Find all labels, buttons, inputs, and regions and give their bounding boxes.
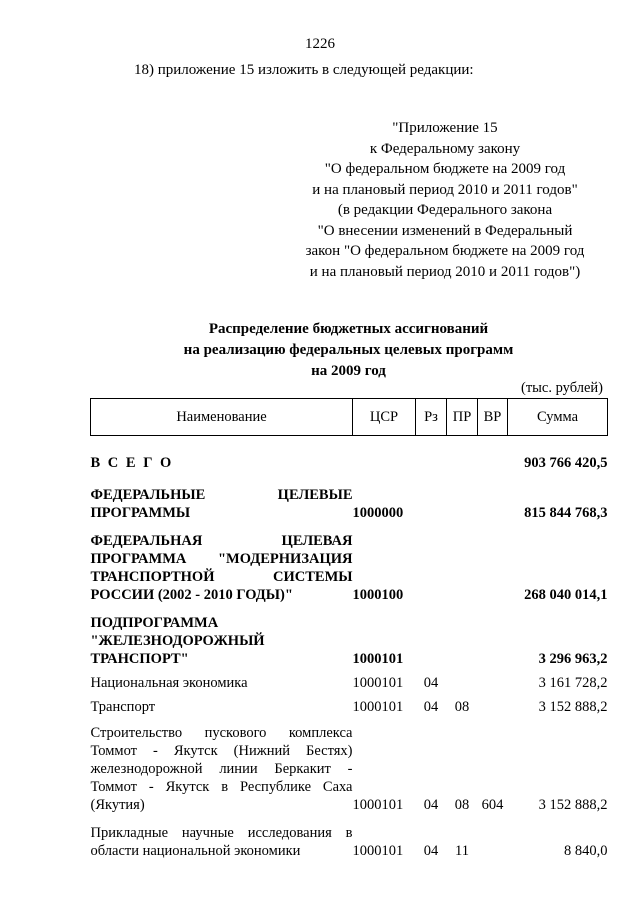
row-name-line: Национальная экономика [90,675,248,691]
row-rz [416,472,447,522]
appendix-header-line: "О федеральном бюджете на 2009 год [324,161,566,177]
appendix-header-line: закон "О федеральном бюджете на 2009 год [305,243,585,259]
header-name: Наименование [91,399,353,436]
row-sum: 903 766 420,5 [524,455,608,471]
header-rz: Рз [416,399,447,436]
row-vr [478,814,508,860]
amendment-instruction: 18) приложение 15 изложить в следующей редакции: [134,62,474,78]
row-rz [416,522,447,604]
row-pr [447,522,478,604]
page-number: 1226 [305,36,335,52]
row-pr [447,472,478,522]
row-csr [353,436,416,473]
row-name [91,604,353,668]
table-row [91,436,608,473]
row-vr [478,436,508,473]
appendix-header-line: "О внесении изменений в Федеральный [317,222,573,239]
table-row [91,604,608,668]
row-name-line: "ЖЕЛЕЗНОДОРОЖНЫЙ [90,633,265,649]
budget-table [90,398,608,860]
row-name-line: В С Е Г О [90,455,174,471]
row-name [91,472,353,522]
row-sum: 3 152 888,2 [538,797,608,813]
row-rz [416,436,447,473]
row-name-line: ФЕДЕРАЛЬНАЯ ЦЕЛЕВАЯ [90,533,353,549]
appendix-header-line: к Федеральному закону [369,140,521,157]
row-name-line: Строительство пускового комплекса [90,725,353,741]
table-row [91,522,608,604]
row-rz [416,604,447,668]
row-csr: 1000100 [352,587,404,603]
row-sum: 8 840,0 [564,843,608,859]
row-pr: 08 [454,699,470,715]
row-sum: 268 040 014,1 [524,587,608,603]
row-name-line: ТРАНСПОРТ" [90,651,189,667]
row-csr: 1000000 [352,505,404,521]
row-rz: 04 [423,797,439,813]
row-vr [478,668,508,692]
row-vr: 604 [481,797,504,813]
appendix-header [290,118,600,282]
row-name [91,436,353,473]
row-csr: 1000101 [352,699,404,715]
units-label: (тыс. рублей) [521,380,603,396]
row-name-line: РОССИИ (2002 - 2010 ГОДЫ)" [90,587,293,603]
row-name-line: ФЕДЕРАЛЬНЫЕ ЦЕЛЕВЫЕ [90,487,353,503]
row-csr: 1000101 [352,797,404,813]
row-name-line: ПРОГРАММА "МОДЕРНИЗАЦИЯ [90,551,353,567]
table-body [91,436,608,861]
document-title-line: на реализацию федеральных целевых программ [183,342,514,358]
row-vr [478,692,508,716]
row-name-line: ТРАНСПОРТНОЙ СИСТЕМЫ [90,569,353,585]
row-name-line: Томмот - Якутск (Нижний Бестях) [90,743,353,759]
row-csr: 1000101 [352,843,404,859]
row-name [91,668,353,692]
row-sum: 815 844 768,3 [524,505,608,521]
row-name-line: Прикладные научные исследования в [90,825,353,841]
row-name-line: железнодорожной линии Беркакит - [90,761,353,777]
row-sum: 3 296 963,2 [538,651,608,667]
document-title-line: на 2009 год [311,363,386,379]
appendix-header-line: (в редакции Федерального закона [337,202,553,218]
row-csr: 1000101 [352,675,404,691]
table-row [91,668,608,692]
row-pr [447,604,478,668]
row-name-line: Транспорт [90,699,156,715]
row-vr [478,472,508,522]
row-name-line: области национальной экономики [90,843,301,859]
appendix-header-line: "Приложение 15 [392,120,498,136]
header-sum: Сумма [508,399,608,436]
row-sum: 3 161 728,2 [538,675,608,691]
header-csr: ЦСР [353,399,416,436]
row-name-line: Томмот - Якутск в Республике Саха [90,779,353,795]
row-pr: 11 [455,843,469,859]
row-sum: 3 152 888,2 [538,699,608,715]
table-row [91,472,608,522]
row-vr [478,604,508,668]
table-row [91,814,608,860]
row-rz: 04 [423,699,439,715]
document-title-line: Распределение бюджетных ассигнований [208,321,489,337]
row-pr: 08 [454,797,470,813]
header-pr: ПР [447,399,478,436]
row-name [91,716,353,814]
document-title [90,319,607,382]
row-name-line: (Якутия) [90,797,145,813]
row-rz: 04 [423,843,439,859]
row-name [91,692,353,716]
row-csr: 1000101 [352,651,404,667]
table-row [91,716,608,814]
appendix-header-line: и на плановый период 2010 и 2011 годов") [309,263,581,280]
row-name-line: ПОДПРОГРАММА [90,615,219,631]
row-name [91,522,353,604]
row-rz: 04 [423,675,439,691]
header-vr: ВР [478,399,508,436]
appendix-header-line: и на плановый период 2010 и 2011 годов" [312,181,578,198]
table-row [91,692,608,716]
row-name-line: ПРОГРАММЫ [90,505,191,521]
row-pr [447,668,478,692]
row-name [91,814,353,860]
row-pr [447,436,478,473]
table-header-row [91,399,608,436]
row-vr [478,522,508,604]
